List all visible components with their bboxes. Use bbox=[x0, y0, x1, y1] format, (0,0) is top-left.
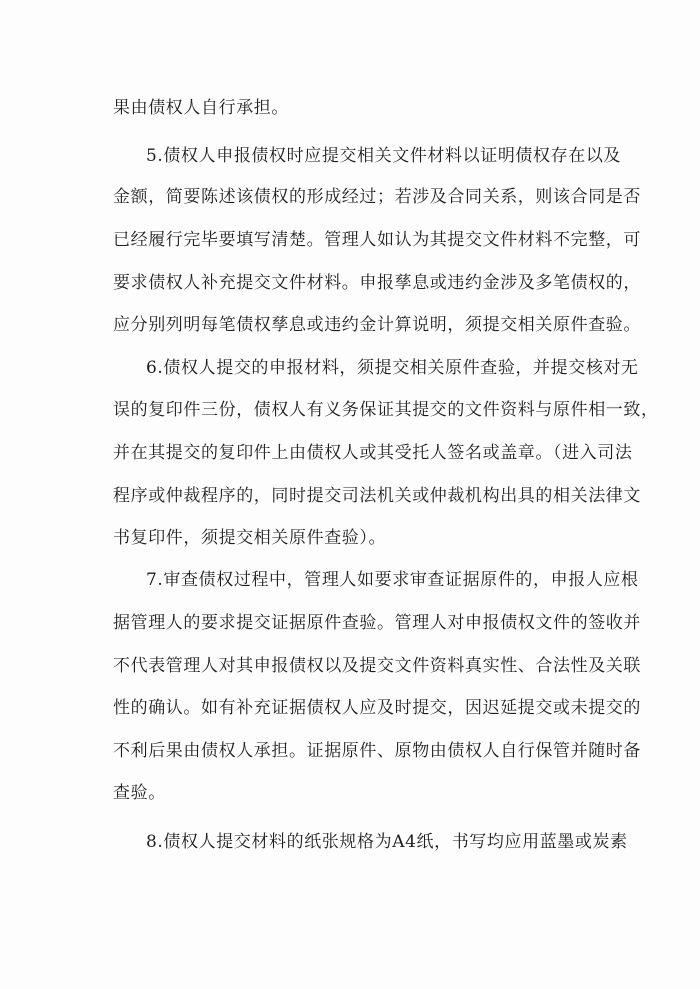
text-line: 不代表管理人对其申报债权以及提交文件资料真实性、合法性及关联 bbox=[113, 656, 641, 676]
text-line: 书复印件，须提交相关原件查验）。 bbox=[113, 528, 387, 548]
paragraph-5-start: 5.债权人申报债权时应提交相关文件材料以证明债权存在以及 bbox=[146, 146, 622, 166]
text-line: 不利后果由债权人承担。证据原件、原物由债权人自行保管并随时备 bbox=[113, 741, 641, 761]
text-line: 据管理人的要求提交证据原件查验。管理人对申报债权文件的签收并 bbox=[113, 613, 641, 633]
text-line: 性的确认。如有补充证据债权人应及时提交，因迟延提交或未提交的 bbox=[113, 698, 641, 718]
paragraph-7-start: 7.审查债权过程中，管理人如要求审查证据原件的，申报人应根 bbox=[146, 570, 639, 590]
text-line: 应分别列明每笔债权孳息或违约金计算说明，须提交相关原件查验。 bbox=[113, 315, 641, 335]
paragraph-8-start: 8.债权人提交材料的纸张规格为A4纸，书写均应用蓝墨或炭素 bbox=[146, 832, 628, 852]
text-line: 查验。 bbox=[113, 783, 166, 803]
text-line: 要求债权人补充提交文件材料。申报孳息或违约金涉及多笔债权的， bbox=[113, 273, 641, 293]
paragraph-6-start: 6.债权人提交的申报材料，须提交相关原件查验，并提交核对无 bbox=[146, 358, 639, 378]
text-line: 并在其提交的复印件上由债权人或其受托人签名或盖章。（进入司法 bbox=[113, 443, 633, 463]
text-line: 误的复印件三份，债权人有义务保证其提交的文件资料与原件相一致， bbox=[113, 400, 659, 420]
text-line: 已经履行完毕要填写清楚。管理人如认为其提交文件材料不完整，可 bbox=[113, 230, 641, 250]
text-line: 金额，简要陈述该债权的形成经过；若涉及合同关系，则该合同是否 bbox=[113, 187, 641, 207]
text-line: 果由债权人自行承担。 bbox=[113, 98, 289, 118]
text-line: 程序或仲裁程序的，同时提交司法机关或仲裁机构出具的相关法律文 bbox=[113, 486, 641, 506]
